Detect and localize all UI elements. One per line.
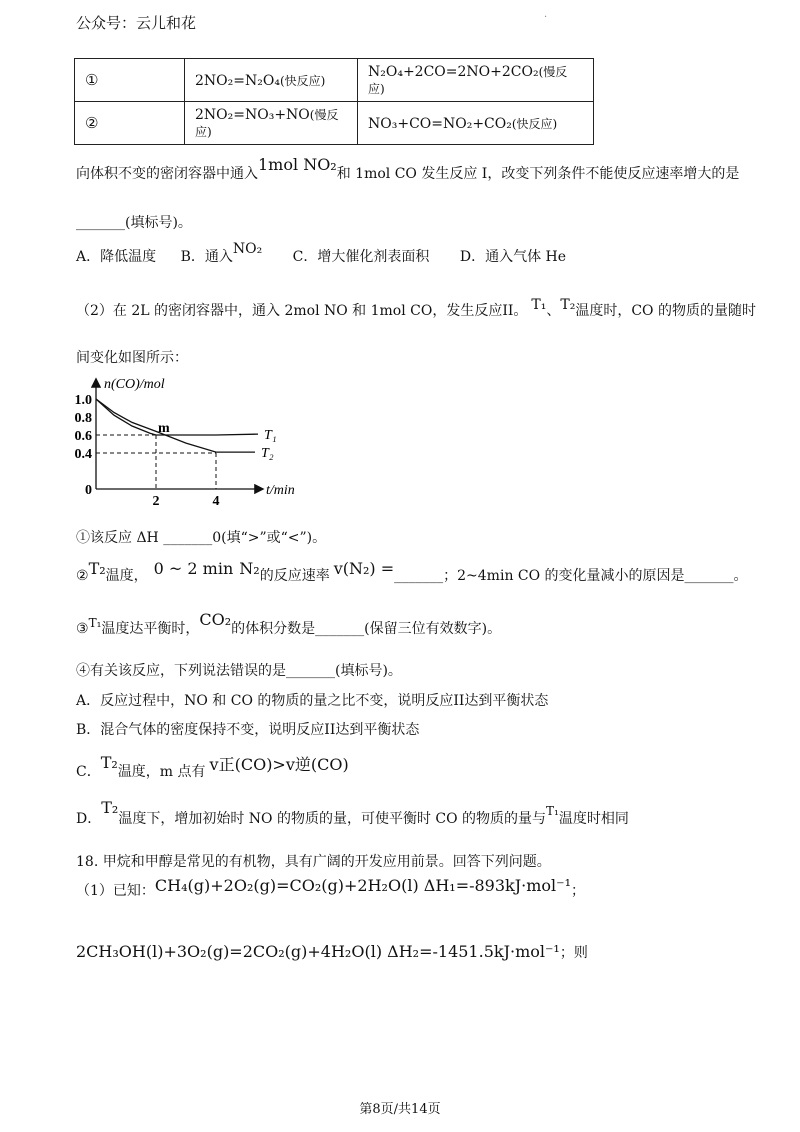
sub-q1: ①该反应 ΔH _______0(填“>”或“<”)。 [76, 530, 327, 546]
series-line-1 [96, 399, 258, 435]
fast-step-cell [185, 102, 358, 145]
formula: CO₂ [199, 610, 232, 629]
series-label: T₁ [264, 428, 277, 444]
equation: NO₃+CO=NO₂+CO₂ [368, 115, 512, 132]
option-c: C．增大催化剂表面积 [292, 249, 430, 265]
temp-label: T₂ [560, 297, 576, 313]
sub-q4: ④有关该反应，下列说法错误的是_______(填标号)。 [76, 663, 402, 679]
text: ③ [76, 621, 89, 637]
text: ； [571, 883, 586, 899]
y-tick-label: 0.4 [74, 447, 92, 462]
temp-label: T₁ [531, 297, 547, 313]
option-c-statement [76, 753, 349, 781]
text: ；则 [559, 945, 588, 961]
question-18-title: 18. 甲烷和甲醇是常见的有机物，具有广阔的开发应用前景。回答下列问题。 [76, 854, 551, 870]
q18-eq2 [76, 942, 588, 962]
row-number: ② [75, 102, 185, 145]
co-amount-chart [66, 372, 316, 507]
text: 温度下，增加初始时 NO 的物质的量，可使平衡时 CO 的物质的量与 [118, 811, 547, 827]
option-a-statement: A．反应过程中，NO 和 CO 的物质的量之比不变，说明反应II达到平衡状态 [76, 693, 549, 709]
q1-options [76, 241, 567, 266]
account-header: 公众号：云儿和花 [76, 14, 197, 32]
rate-expression: v(N₂) = [333, 559, 395, 578]
option-d-statement [76, 798, 629, 828]
text: _______；2~4min CO 的变化量减小的原因是_______。 [394, 568, 748, 584]
option-b-formula: NO₂ [232, 241, 263, 257]
text: 温度时，CO 的物质的量随时 [575, 303, 756, 319]
text: （2）在 2L 的密闭容器中，通入 2mol NO 和 1mol CO，发生反应II。 [76, 303, 528, 319]
text: D． [76, 811, 102, 827]
equation: 2CH₃OH(l)+3O₂(g)=2CO₂(g)+4H₂O(l) ΔH₂=-1451.5kJ·mol⁻¹ [76, 942, 560, 961]
q1-intro [76, 155, 740, 183]
option-a: A．降低温度 [76, 249, 157, 265]
q1-blank: _______(填标号)。 [76, 215, 192, 231]
guide-lines [96, 435, 216, 489]
y-tick-label: 0.8 [74, 411, 92, 426]
q2-intro-cont: 间变化如图所示： [76, 350, 188, 366]
row-number: ① [75, 59, 185, 102]
q2-intro [76, 297, 756, 320]
rate-comparison: v正(CO)>v逆(CO) [209, 755, 349, 774]
text: 温度，m 点有 [117, 764, 206, 780]
point-m-label: m [158, 421, 170, 436]
text: 和 1mol CO 发生反应 I，改变下列条件不能使反应速率增大的是 [336, 166, 740, 182]
equation: CH₄(g)+2O₂(g)=CO₂(g)+2H₂O(l) ΔH₁=-893kJ·mol⁻¹ [154, 876, 572, 895]
reaction-table [74, 58, 594, 145]
slow-step-cell [358, 59, 594, 102]
text: 、 [546, 303, 561, 319]
text: 温度， [105, 568, 148, 584]
fast-step-cell [185, 59, 358, 102]
formula: 1mol NO₂ [258, 155, 337, 174]
q18-known [76, 876, 586, 900]
text: 的体积分数是_______(保留三位有效数字)。 [231, 621, 502, 637]
temp-label: T₁ [546, 804, 559, 818]
y-axis-label: n(CO)/mol [104, 377, 165, 392]
text: C． [76, 764, 101, 780]
temp-label: T₂ [88, 559, 106, 578]
page-footer: 第8页/共14页 [359, 1102, 441, 1117]
option-b: B．通入 [180, 249, 233, 265]
text: 温度达平衡时， [101, 621, 200, 637]
rate-note: (快反应) [279, 73, 326, 88]
text: 向体积不变的密闭容器中通入 [76, 166, 258, 182]
x-axis-label: t/min [266, 483, 295, 498]
header-dot: · [544, 12, 548, 23]
rate-note: (慢反应) [195, 108, 339, 139]
series-lines [96, 399, 277, 461]
equation: 2NO₂=N₂O₄ [195, 72, 280, 89]
text: 温度时相同 [558, 811, 629, 827]
x-tick-label: 2 [152, 494, 160, 507]
option-b-statement: B．混合气体的密度保持不变，说明反应II达到平衡状态 [76, 722, 420, 738]
rate-note: (慢反应) [368, 65, 568, 96]
temp-label: T₂ [100, 753, 118, 772]
y-tick-label: 0 [85, 483, 92, 498]
series-label: T₂ [261, 446, 274, 462]
series-line-2 [96, 399, 255, 452]
equation: 2NO₂=NO₃+NO [195, 107, 310, 123]
y-tick-label: 1.0 [74, 393, 92, 408]
sub-q3 [76, 610, 502, 638]
y-tick-label: 0.6 [74, 429, 92, 444]
temp-label: T₁ [88, 616, 102, 630]
text: ② [76, 568, 89, 584]
text: （1）已知： [76, 883, 155, 899]
text: 的反应速率 [259, 568, 330, 584]
sub-q2 [76, 559, 748, 585]
rate-note: (快反应) [511, 116, 558, 131]
table-row [75, 59, 594, 102]
time-range: 0 ~ 2 min [153, 559, 234, 578]
slow-step-cell [358, 102, 594, 145]
table-row [75, 102, 594, 145]
formula: N₂ [239, 559, 260, 578]
temp-label: T₂ [101, 798, 119, 817]
option-d: D．通入气体 He [459, 249, 567, 265]
x-tick-label: 4 [212, 494, 220, 507]
equation: N₂O₄+2CO=2NO+2CO₂ [368, 64, 539, 80]
